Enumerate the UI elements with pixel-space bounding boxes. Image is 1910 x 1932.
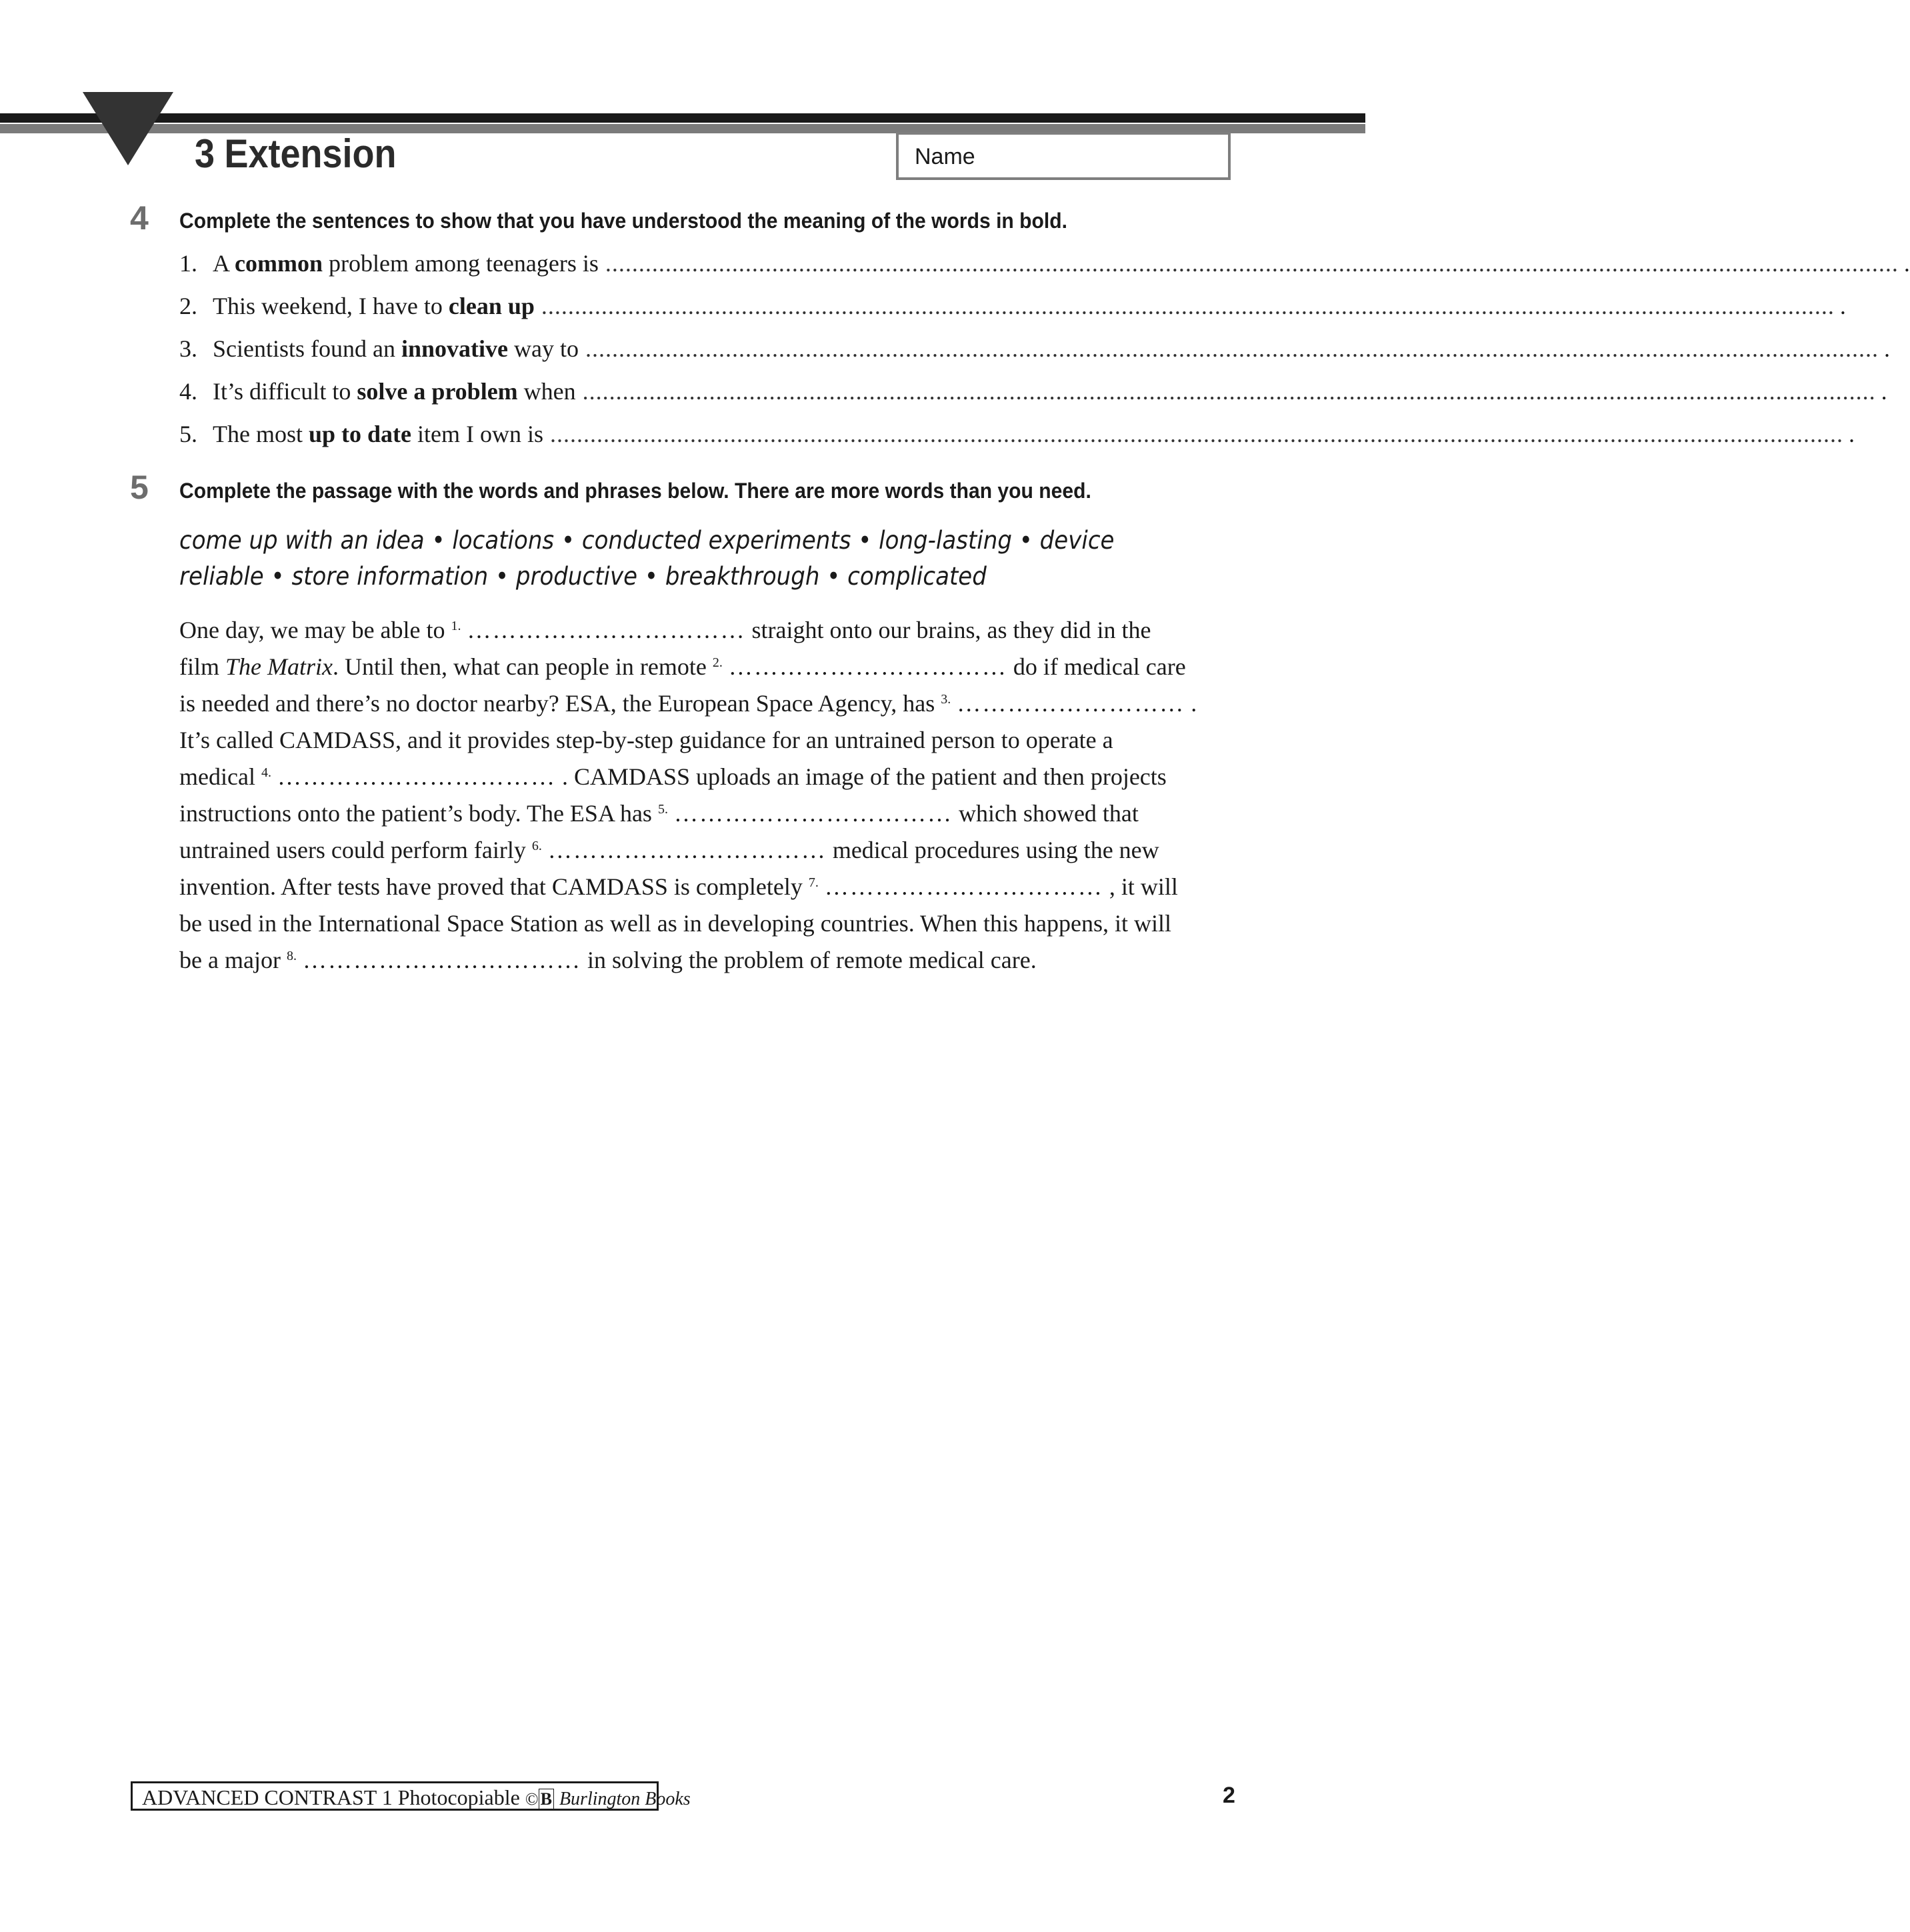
gap-6[interactable]: ……………………………	[547, 837, 827, 863]
word-bank-line: reliable • store information • productive • breakthrough • complicated	[179, 562, 987, 591]
gap-number: 1.	[451, 619, 461, 633]
page-number: 2	[1223, 1783, 1235, 1808]
bold-word: clean up	[448, 293, 535, 319]
photocopiable-label: Photocopiable	[397, 1785, 520, 1809]
sentence-item: 1. A common problem among teenagers is .................................................................................................................................................................................................. .	[179, 250, 1910, 277]
gap-3[interactable]: ………………………	[957, 690, 1185, 717]
sentence-item: 2. This weekend, I have to clean up .................................................................................................................................................................................................. .	[179, 293, 1846, 319]
name-field[interactable]	[896, 132, 1231, 180]
gap-5[interactable]: ……………………………	[673, 800, 953, 827]
unit-title	[195, 131, 396, 177]
gap-7[interactable]: ……………………………	[824, 873, 1103, 900]
answer-line[interactable]: ..................................................................................................................................................................................................	[541, 293, 1835, 319]
item-number: 5.	[179, 421, 197, 447]
film-title: The Matrix	[225, 653, 333, 680]
sentence-stem: It’s difficult to solve a problem when	[213, 378, 576, 405]
sentence-stem: Scientists found an innovative way to	[213, 335, 579, 362]
footer-credit	[131, 1781, 691, 1811]
gap-number: 4.	[261, 765, 271, 780]
exercise-4-instruction: Complete the sentences to show that you have understood the meaning of the words in bold.	[179, 209, 1067, 233]
series-name: ADVANCED CONTRAST 1	[142, 1785, 393, 1809]
item-number: 2.	[179, 293, 197, 319]
passage: One day, we may be able to $^{1.}$ …………………………… straight onto our brains, as they did in the film The Matrix. Until then, what can people in remote $^{2.}$ …………………………… do if medical care is needed and there’s no doctor nearby? ESA, the European Space Agency, has $^{3.}$ ……………………… . It’s called CAMDASS, and it provides step-by-step guidance for an untrained person to operate a medical $^{4.}$ …………………………… . CAMDASS uploads an image of the patient and then projects instructions onto the patient’s body. The ESA has $^{5.}$ …………………………… which showed that untrained users could perform fairly $^{6.}$ …………………………… medical procedures using the new invention. After tests have proved that CAMDASS is completely $^{7.}$ …………………………… , it will be used in the International Space Station as well as in developing countries. When this happens, it will be a major $^{8.}$ …………………………… in solving the problem of remote medical care.	[179, 617, 1197, 973]
sentence-stem: A common problem among teenagers is	[213, 250, 599, 277]
bold-word: up to date	[308, 421, 412, 447]
word-bank-line: come up with an idea • locations • conducted experiments • long-lasting • device	[179, 526, 1115, 555]
gap-2[interactable]: ……………………………	[728, 653, 1007, 680]
gap-1[interactable]: ……………………………	[467, 617, 746, 643]
header-rule-black	[0, 113, 1365, 123]
sentence-item: 4. It’s difficult to solve a problem when .................................................................................................................................................................................................. .	[179, 378, 1887, 405]
name-label: Name	[915, 144, 975, 169]
item-number: 3.	[179, 335, 197, 362]
gap-number: 7.	[808, 875, 819, 890]
exercise-4-list	[179, 249, 1910, 463]
gap-number: 6.	[531, 839, 542, 853]
unit-number: 3	[195, 131, 215, 176]
exercise-5-number: 5	[130, 469, 149, 506]
gap-number: 5.	[657, 802, 668, 817]
sentence-item: 3. Scientists found an innovative way to .................................................................................................................................................................................................. .	[179, 335, 1890, 362]
sentence-item: 5. The most up to date item I own is .................................................................................................................................................................................................. .	[179, 421, 1855, 447]
publisher-name: Burlington Books	[559, 1789, 691, 1809]
sentence-stem: The most up to date item I own is	[213, 421, 543, 447]
bold-word: solve a problem	[357, 378, 518, 405]
gap-number: 2.	[712, 655, 723, 670]
unit-triangle-icon	[83, 92, 173, 165]
exercise-4-number: 4	[130, 199, 149, 237]
unit-title-text: Extension	[224, 131, 397, 176]
item-number: 1.	[179, 250, 197, 277]
answer-line[interactable]: ..................................................................................................................................................................................................	[605, 250, 1899, 277]
answer-line[interactable]: ..................................................................................................................................................................................................	[585, 335, 1879, 362]
publisher-logo-icon: B	[539, 1789, 554, 1809]
copyright-symbol: ©	[525, 1789, 539, 1809]
gap-8[interactable]: ……………………………	[302, 947, 581, 973]
bold-word: innovative	[401, 335, 508, 362]
answer-line[interactable]: ..................................................................................................................................................................................................	[582, 378, 1876, 405]
bold-word: common	[235, 250, 323, 277]
word-bank	[179, 523, 1114, 595]
item-number: 4.	[179, 378, 197, 405]
gap-number: 3.	[941, 692, 951, 707]
answer-line[interactable]: ..................................................................................................................................................................................................	[550, 421, 1843, 447]
exercise-5-instruction: Complete the passage with the words and phrases below. There are more words than you need.	[179, 479, 1091, 503]
sentence-stem: This weekend, I have to clean up	[213, 293, 535, 319]
gap-number: 8.	[286, 949, 297, 963]
gap-4[interactable]: ……………………………	[277, 763, 556, 790]
